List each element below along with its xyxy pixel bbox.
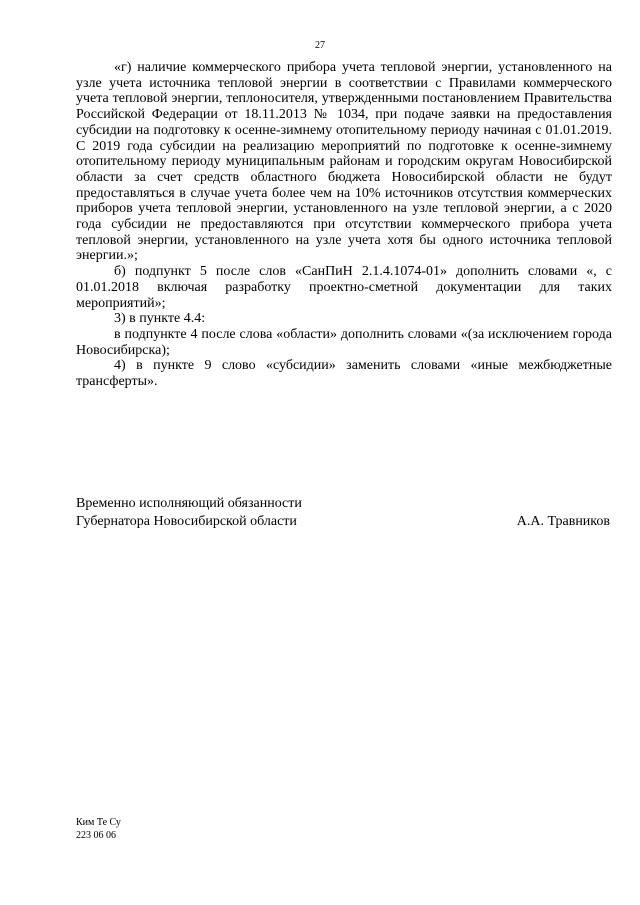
paragraph-item-4: 4) в пункте 9 слово «субсидии» заменить словами «иные межбюджетные трансферты». [76, 358, 612, 390]
signer-position-line2: Губернатора Новосибирской области [76, 514, 297, 529]
executor-phone: 223 06 06 [76, 830, 116, 841]
paragraph-subitem-b: б) подпункт 5 после слов «СанПиН 2.1.4.1074-01» дополнить словами «, с 01.01.2018 включая разработку проектно-сметной документации для таких мероприятий»; [76, 264, 612, 311]
document-body [76, 60, 612, 390]
signature-block [76, 495, 612, 531]
signature-row [76, 513, 612, 531]
page-number: 27 [315, 40, 325, 51]
signer-name: А.А. Травников [516, 514, 610, 529]
executor-name: Ким Те Су [76, 817, 121, 828]
paragraph-item-3: 3) в пункте 4.4: [114, 311, 206, 327]
paragraph-subitem-4: в подпункте 4 после слова «области» дополнить словами «(за исключением города Новосибирска); [76, 326, 612, 358]
paragraph-subitem-g: «г) наличие коммерческого прибора учета тепловой энергии, установленного на узле учета источника тепловой энергии в соответствии с Правилами коммерческого учета тепловой энергии, теплоносителя, утвержденными постановлением Правительства Российской Федерации от 18.11.2013 № 1034, при подаче заявки на предоставления субсидии на подготовку к осенне-зимнему отопительному периоду начиная с 01.01.2019. С 2019 года субсидии на реализацию мероприятий по подготовке к осенне-зимнему отопительному периоду муниципальным районам и городским округам Новосибирской области за счет средств областного бюджета Новосибирской области не будут предоставляться в случае учета более чем на 10% источников отсутствия коммерческих приборов учета тепловой энергии, установленного на узле тепловой энергии, а с 2020 года субсидии не предоставляются при отсутствии коммерческого прибора учета тепловой энергии, установленного на узле учета хотя бы одного источника тепловой энергии.»; [76, 60, 612, 264]
executor-info [76, 816, 121, 842]
signer-position-line1: Временно исполняющий обязанности [76, 496, 302, 511]
